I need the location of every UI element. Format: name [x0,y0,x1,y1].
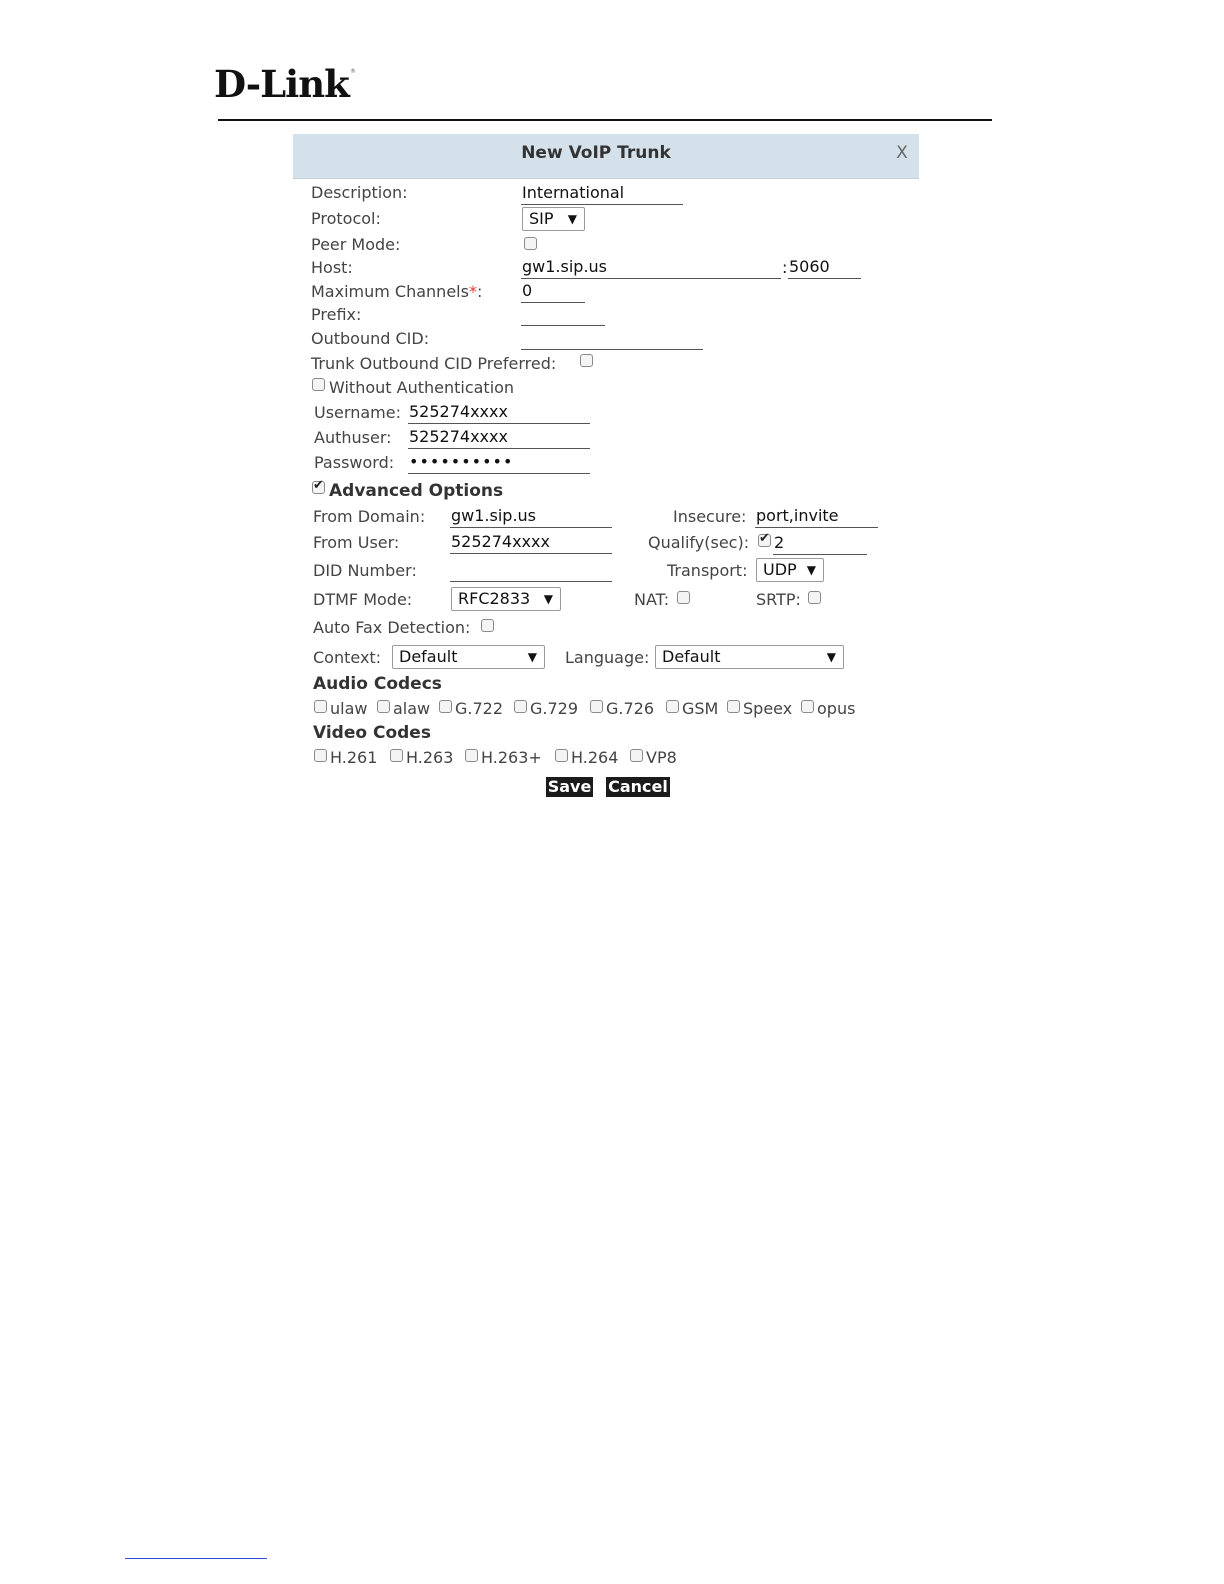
did-number-label: DID Number: [313,561,417,580]
prefix-label: Prefix: [311,305,362,324]
codec-speex-label: Speex [743,699,793,718]
cancel-button[interactable]: Cancel [606,777,670,797]
dtmf-mode-label: DTMF Mode: [313,590,413,609]
password-label: Password: [314,453,395,472]
language-label: Language: [565,648,650,667]
insecure-label: Insecure: [673,507,747,526]
auto-fax-checkbox[interactable] [481,619,494,632]
username-input[interactable] [408,402,590,424]
save-button[interactable]: Save [547,777,592,796]
transport-label: Transport: [667,561,748,580]
description-label: Description: [311,183,408,202]
outbound-cid-label: Outbound CID: [311,329,430,348]
chevron-down-icon: ▼ [567,212,577,226]
close-icon[interactable]: X [896,143,908,163]
context-select[interactable] [392,645,545,669]
auto-fax-label: Auto Fax Detection: [313,618,471,637]
chevron-down-icon: ▼ [806,563,816,577]
host-input[interactable] [521,257,781,279]
authuser-label: Authuser: [314,428,392,447]
language-select[interactable] [655,645,844,669]
qualify-checkbox[interactable] [758,534,771,547]
max-channels-input[interactable] [521,281,585,303]
transport-select[interactable] [756,558,824,582]
host-label: Host: [311,258,353,277]
codec-opus-label: opus [817,699,856,718]
from-domain-input[interactable] [450,506,612,528]
peer-mode-checkbox[interactable] [524,237,537,250]
authuser-input[interactable] [408,427,590,449]
advanced-options-checkbox[interactable] [312,481,325,494]
codec-opus-checkbox[interactable] [801,700,814,713]
did-number-input[interactable] [450,560,612,582]
dtmf-mode-value: RFC2833 [458,589,531,608]
peer-mode-label: Peer Mode: [311,235,401,254]
dlink-logo: D-Link [214,62,349,106]
codec-ulaw-label: ulaw [330,699,368,718]
header-divider [218,119,992,121]
from-domain-label: From Domain: [313,507,426,526]
insecure-input[interactable] [755,506,878,528]
transport-value: UDP [763,560,797,579]
nat-label: NAT: [634,590,670,609]
qualify-label: Qualify(sec): [648,533,750,552]
chevron-down-icon: ▼ [826,650,836,664]
protocol-label: Protocol: [311,209,381,228]
dtmf-mode-select[interactable] [451,587,561,611]
max-channels-label-text: Maximum Channels [311,282,469,301]
context-value: Default [399,647,458,666]
codec-speex-checkbox[interactable] [727,700,740,713]
codec-h261-label: H.261 [330,748,378,767]
nat-checkbox[interactable] [677,591,690,604]
video-codecs-title: Video Codes [313,723,431,743]
context-label: Context: [313,648,382,667]
codec-h264-label: H.264 [571,748,619,767]
codec-g722-checkbox[interactable] [439,700,452,713]
without-auth-label: Without Authentication [329,378,515,397]
codec-g722-label: G.722 [455,699,504,718]
codec-h263plus-checkbox[interactable] [465,749,478,762]
qualify-input[interactable] [773,533,867,555]
codec-h261-checkbox[interactable] [314,749,327,762]
host-port-separator: : [782,258,788,277]
outbound-cid-input[interactable] [521,328,703,350]
protocol-value: SIP [529,209,554,228]
from-user-input[interactable] [450,532,612,554]
footer-link-underline [125,1558,267,1559]
description-input[interactable] [521,183,683,205]
codec-ulaw-checkbox[interactable] [314,700,327,713]
chevron-down-icon: ▼ [527,650,537,664]
codec-h263plus-label: H.263+ [481,748,542,767]
codec-h263-label: H.263 [406,748,454,767]
registered-mark: ® [350,68,356,75]
codec-gsm-checkbox[interactable] [666,700,679,713]
without-auth-checkbox[interactable] [312,378,325,391]
dialog-title: New VoIP Trunk [521,143,671,163]
max-channels-colon: : [476,282,483,301]
prefix-input[interactable] [521,304,605,326]
codec-gsm-label: GSM [682,699,719,718]
advanced-options-label: Advanced Options [329,481,504,501]
from-user-label: From User: [313,533,400,552]
srtp-label: SRTP: [756,590,801,609]
codec-alaw-checkbox[interactable] [377,700,390,713]
protocol-select[interactable] [522,207,585,231]
codec-h263-checkbox[interactable] [390,749,403,762]
host-port-input[interactable] [788,257,861,279]
codec-g726-label: G.726 [606,699,655,718]
password-input[interactable] [408,452,590,474]
trunk-outbound-cid-preferred-checkbox[interactable] [580,354,593,367]
required-asterisk: * [468,282,477,301]
codec-alaw-label: alaw [393,699,431,718]
trunk-outbound-cid-preferred-label: Trunk Outbound CID Preferred: [311,354,557,373]
codec-h264-checkbox[interactable] [555,749,568,762]
chevron-down-icon: ▼ [543,592,553,606]
codec-g726-checkbox[interactable] [590,700,603,713]
max-channels-label [311,282,482,302]
codec-vp8-checkbox[interactable] [630,749,643,762]
codec-vp8-label: VP8 [646,748,677,767]
username-label: Username: [314,403,401,422]
language-value: Default [662,647,721,666]
srtp-checkbox[interactable] [808,591,821,604]
codec-g729-checkbox[interactable] [514,700,527,713]
codec-g729-label: G.729 [530,699,579,718]
audio-codecs-title: Audio Codecs [313,674,442,694]
